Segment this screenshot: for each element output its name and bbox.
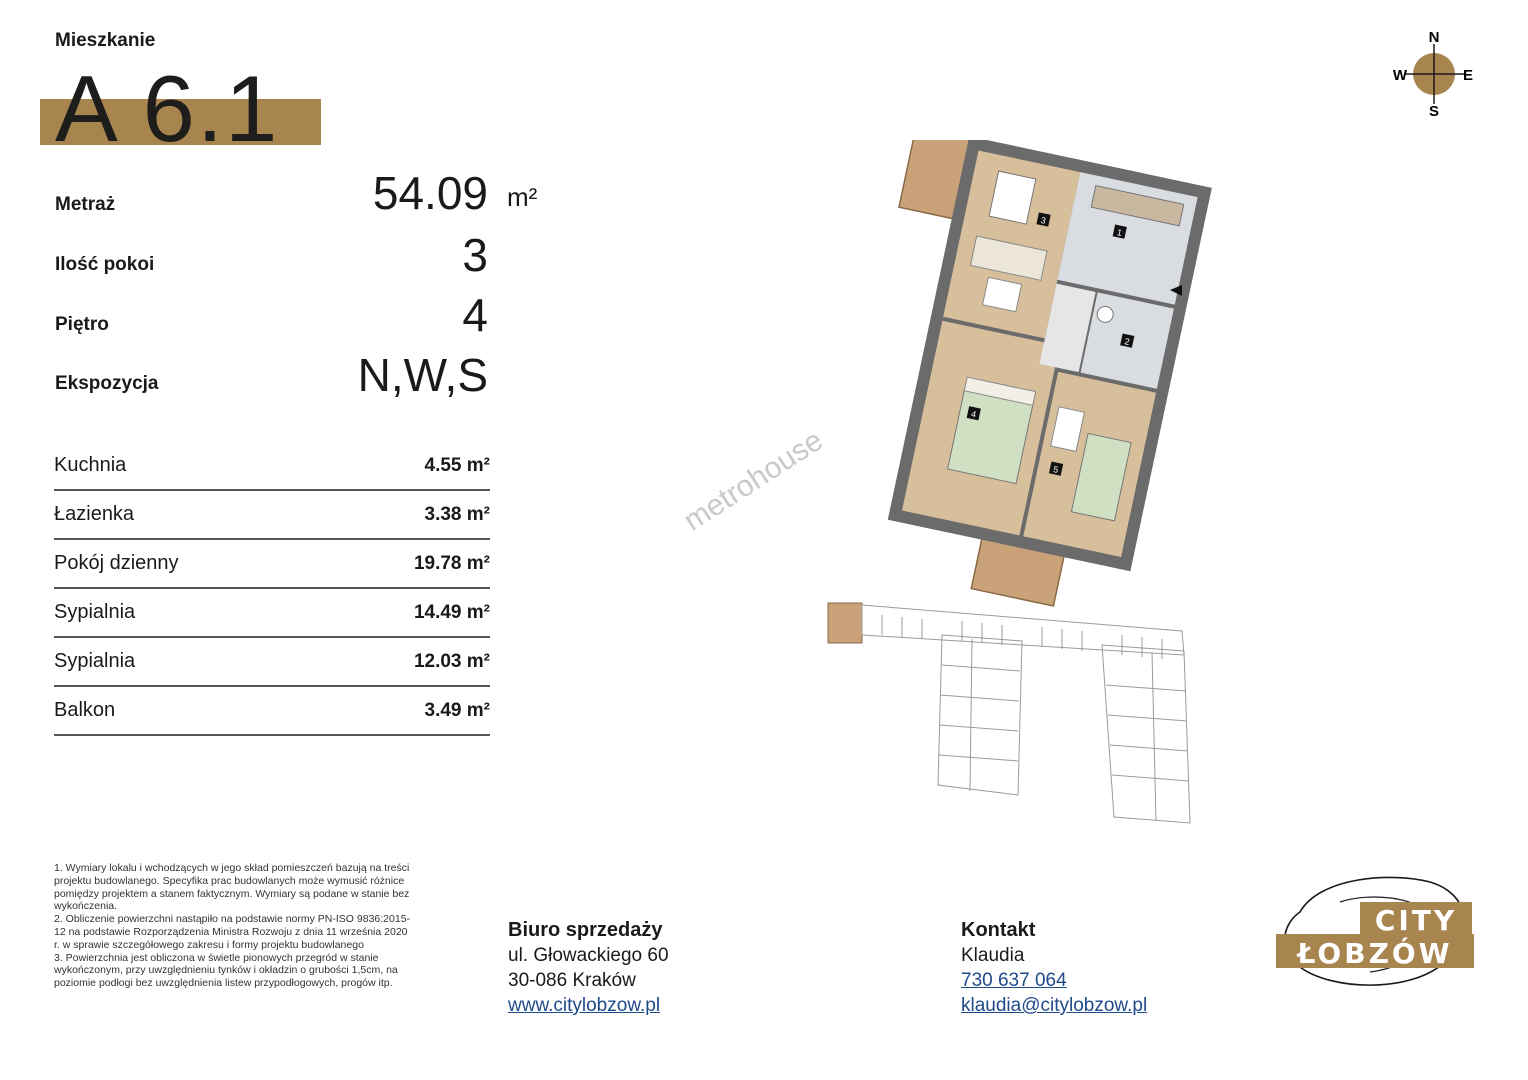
compass-e: E <box>1462 67 1474 84</box>
watermark: metrohouse <box>678 423 829 538</box>
logo-line2: ŁOBZÓW <box>1297 937 1453 970</box>
unit-type-label: Mieszkanie <box>55 30 156 51</box>
area-unit: m² <box>507 182 538 212</box>
contact-block <box>961 918 1147 1018</box>
room-areas-table <box>54 442 490 736</box>
logo-line1: CITY <box>1374 904 1458 937</box>
footnote-2: 2. Obliczenie powierzchni nastąpiło na podstawie normy PN-ISO 9836:2015-12 na podstawie Rozporządzenia Ministra Rozwoju z dnia 11 września 2020 r. w sprawie szczegółowego zakresu i formy projektu budowlanego <box>54 913 411 951</box>
footnote-1: 1. Wymiary lokalu i wchodzących w jego skład pomieszczeń bazują na treści projektu budowlanego. Specyfika prac budowlanych może wymusić różnice pomiędzy projektem a stanem faktycznym. Wymiary są podane w stanie bez wykończenia. <box>54 862 410 913</box>
room-area: 4.55 m² <box>424 454 490 476</box>
room-name: Sypialnia <box>54 601 136 623</box>
area-value: 54.09 <box>372 167 488 219</box>
compass-icon <box>1392 28 1476 118</box>
exposure-value: N,W,S <box>357 349 488 401</box>
room-name: Kuchnia <box>54 454 127 476</box>
sales-office-street: ul. Głowackiego 60 <box>508 945 669 966</box>
room-name: Sypialnia <box>54 650 136 672</box>
room-area: 14.49 m² <box>413 601 490 623</box>
floor-value: 4 <box>462 289 488 341</box>
room-row <box>54 638 490 687</box>
email-link[interactable]: klaudia@citylobzow.pl <box>961 995 1148 1016</box>
room-row <box>54 540 490 589</box>
website-link[interactable]: www.citylobzow.pl <box>508 995 661 1016</box>
room-area: 12.03 m² <box>413 650 490 672</box>
city-lobzow-logo <box>1270 872 1480 992</box>
room-row <box>54 687 490 736</box>
room-number-4: 4 <box>970 408 978 420</box>
rooms-count-value: 3 <box>462 229 488 281</box>
sales-office-block <box>508 918 669 1018</box>
room-row <box>54 442 490 491</box>
exposure-label: Ekspozycja <box>55 373 159 394</box>
contact-title: Kontakt <box>961 919 1036 941</box>
area-label: Metraż <box>55 194 116 215</box>
site-plan <box>822 595 1194 830</box>
contact-name: Klaudia <box>961 945 1025 966</box>
room-name: Łazienka <box>54 503 135 525</box>
floor-label: Piętro <box>55 314 109 335</box>
room-area: 3.38 m² <box>424 503 490 525</box>
room-number-5: 5 <box>1052 464 1060 475</box>
phone-link[interactable]: 730 637 064 <box>961 970 1067 991</box>
footnotes <box>54 862 414 990</box>
room-number-1: 1 <box>1116 227 1124 239</box>
compass-s: S <box>1428 103 1440 118</box>
compass-n: N <box>1428 29 1440 46</box>
rooms-count-label: Ilość pokoi <box>55 254 155 275</box>
room-name: Pokój dzienny <box>54 552 179 574</box>
room-number-2: 2 <box>1123 336 1131 347</box>
room-name: Balkon <box>54 699 116 721</box>
room-number-3: 3 <box>1039 215 1047 226</box>
room-row <box>54 589 490 638</box>
compass-w: W <box>1392 67 1408 84</box>
room-row <box>54 491 490 540</box>
sales-office-title: Biuro sprzedaży <box>508 919 663 941</box>
sales-office-city: 30-086 Kraków <box>508 970 636 991</box>
unit-code: A 6.1 <box>55 56 280 161</box>
room-area: 3.49 m² <box>424 699 490 721</box>
footnote-3: 3. Powierzchnia jest obliczona w świetle pionowych przegród w stanie wykończonym, przy uwzględnieniu tynków i okładzin o grubości 1,5cm, na poziomie podłogi bez uwzględnienia listew przypodłogowych, progów itp. <box>54 951 398 990</box>
floor-plan <box>830 140 1230 610</box>
room-area: 19.78 m² <box>413 552 490 574</box>
